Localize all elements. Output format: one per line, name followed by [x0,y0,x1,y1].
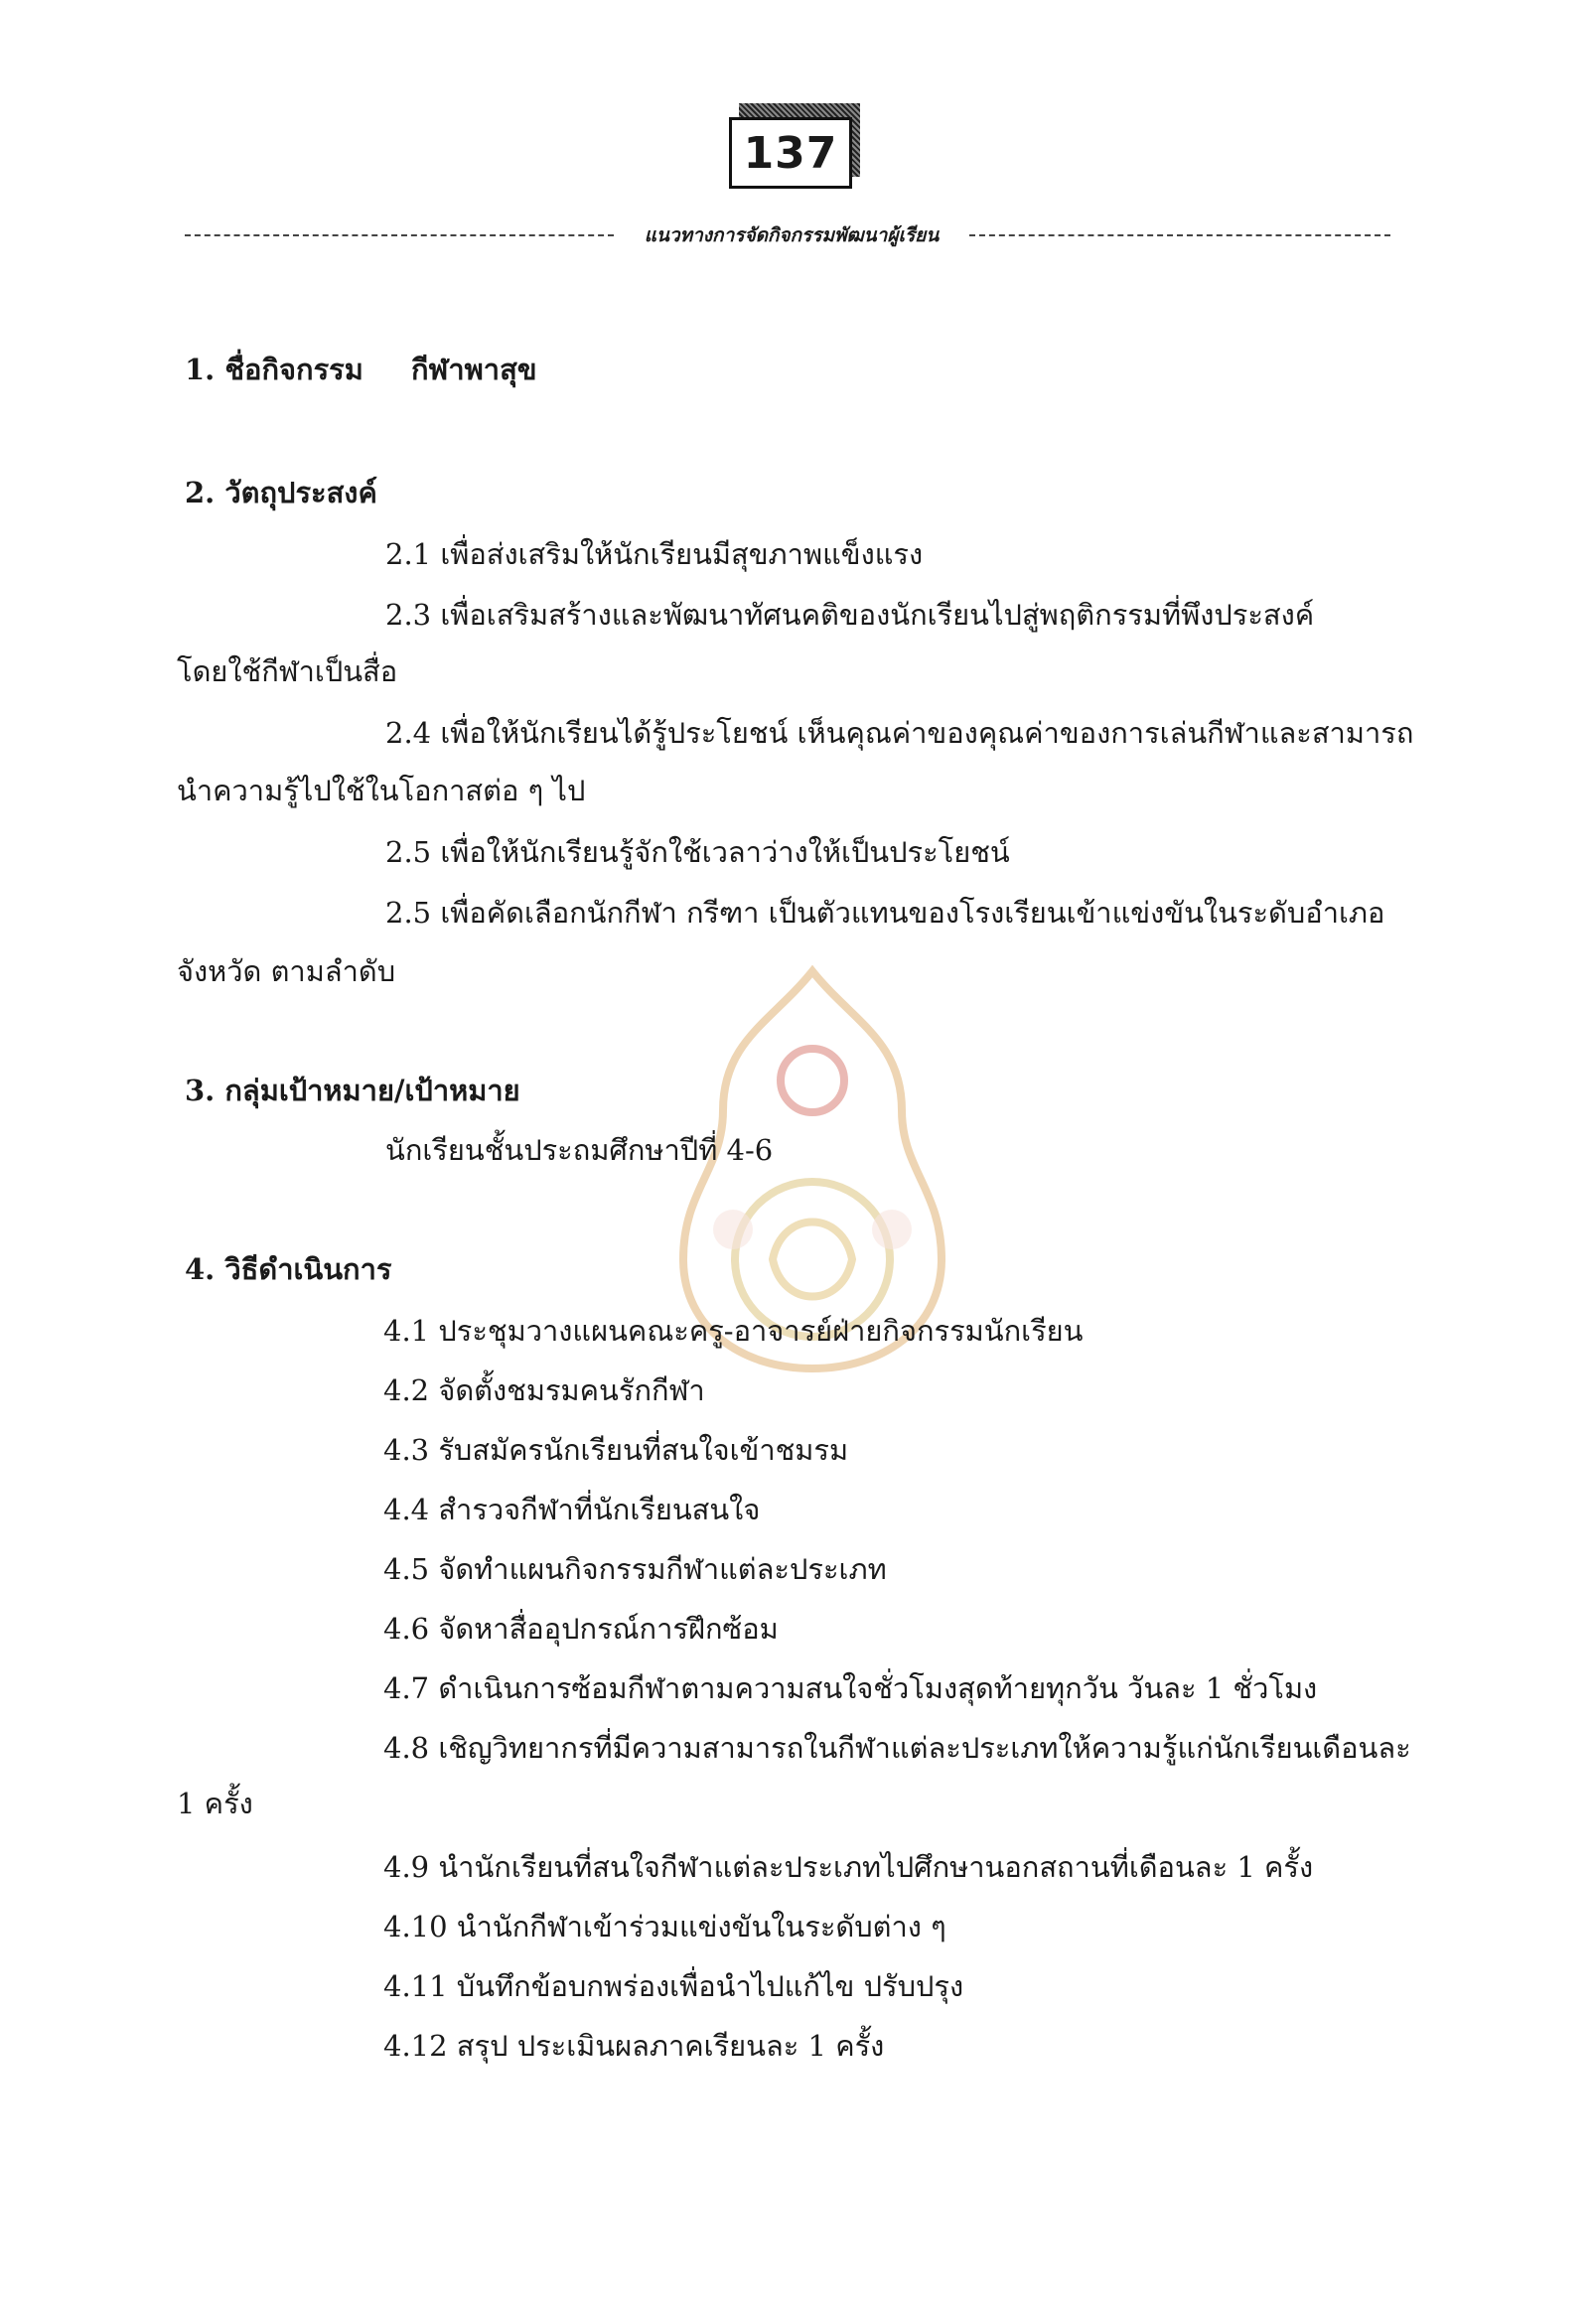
objective-line: นำความรู้ไปใช้ในโอกาสต่อ ๆ ไป [177,774,586,807]
page-number: 137 [729,117,852,189]
procedure-line: 1 ครั้ง [177,1787,253,1820]
target-line: นักเรียนชั้นประถมศึกษาปีที่ 4-6 [385,1133,774,1167]
header-rule-left [185,234,614,236]
procedure-line: 4.10 นำนักกีฬาเข้าร่วมแข่งขันในระดับต่าง ๆ [383,1910,946,1943]
objective-line: จังหวัด ตามลำดับ [177,954,396,988]
objective-line: 2.5 เพื่อคัดเลือกนักกีฬา กรีฑา เป็นตัวแทนของโรงเรียนเข้าแข่งขันในระดับอำเภอ [385,896,1385,930]
procedure-line: 4.4 สำรวจกีฬาที่นักเรียนสนใจ [383,1493,761,1526]
objective-line: 2.1 เพื่อส่งเสริมให้นักเรียนมีสุขภาพแข็งแรง [385,537,924,571]
procedure-line: 4.12 สรุป ประเมินผลภาคเรียนละ 1 ครั้ง [383,2029,885,2063]
activity-name: กีฬาพาสุข [411,353,537,386]
section-1-heading: 1. ชื่อกิจกรรม [185,353,363,386]
header-rule-right [969,234,1390,236]
procedure-line: 4.3 รับสมัครนักเรียนที่สนใจเข้าชมรม [383,1433,849,1467]
procedure-line: 4.11 บันทึกข้อบกพร่องเพื่อนำไปแก้ไข ปรับปรุง [383,1969,964,2003]
procedure-line: 4.7 ดำเนินการซ้อมกีฬาตามความสนใจชั่วโมงสุดท้ายทุกวัน วันละ 1 ชั่วโมง [383,1671,1318,1705]
section-4-heading: 4. วิธีดำเนินการ [185,1252,392,1286]
procedure-line: 4.9 นำนักเรียนที่สนใจกีฬาแต่ละประเภทไปศึกษานอกสถานที่เดือนละ 1 ครั้ง [383,1850,1314,1884]
procedure-line: 4.1 ประชุมวางแผนคณะครู-อาจารย์ฝ่ายกิจกรรมนักเรียน [383,1314,1084,1348]
procedure-line: 4.5 จัดทำแผนกิจกรรมกีฬาแต่ละประเภท [383,1552,887,1586]
header-caption: แนวทางการจัดกิจกรรมพัฒนาผู้เรียน [644,224,940,246]
procedure-line: 4.6 จัดหาสื่ออุปกรณ์การฝึกซ้อม [383,1612,779,1646]
objective-line: โดยใช้กีฬาเป็นสื่อ [177,654,398,688]
objective-line: 2.4 เพื่อให้นักเรียนได้รู้ประโยชน์ เห็นคุณค่าของคุณค่าของการเล่นกีฬาและสามารถ [385,716,1414,750]
section-2-heading: 2. วัตถุประสงค์ [185,476,377,509]
procedure-line: 4.2 จัดตั้งชมรมคนรักกีฬา [383,1373,705,1407]
section-3-heading: 3. กลุ่มเป้าหมาย/เป้าหมาย [185,1074,520,1107]
procedure-line: 4.8 เชิญวิทยากรที่มีความสามารถในกีฬาแต่ละประเภทให้ความรู้แก่นักเรียนเดือนละ [383,1731,1411,1765]
page-number-box [729,117,850,187]
objective-line: 2.5 เพื่อให้นักเรียนรู้จักใช้เวลาว่างให้เป็นประโยชน์ [385,835,1010,869]
objective-line: 2.3 เพื่อเสริมสร้างและพัฒนาทัศนคติของนักเรียนไปสู่พฤติกรรมที่พึงประสงค์ [385,598,1315,632]
